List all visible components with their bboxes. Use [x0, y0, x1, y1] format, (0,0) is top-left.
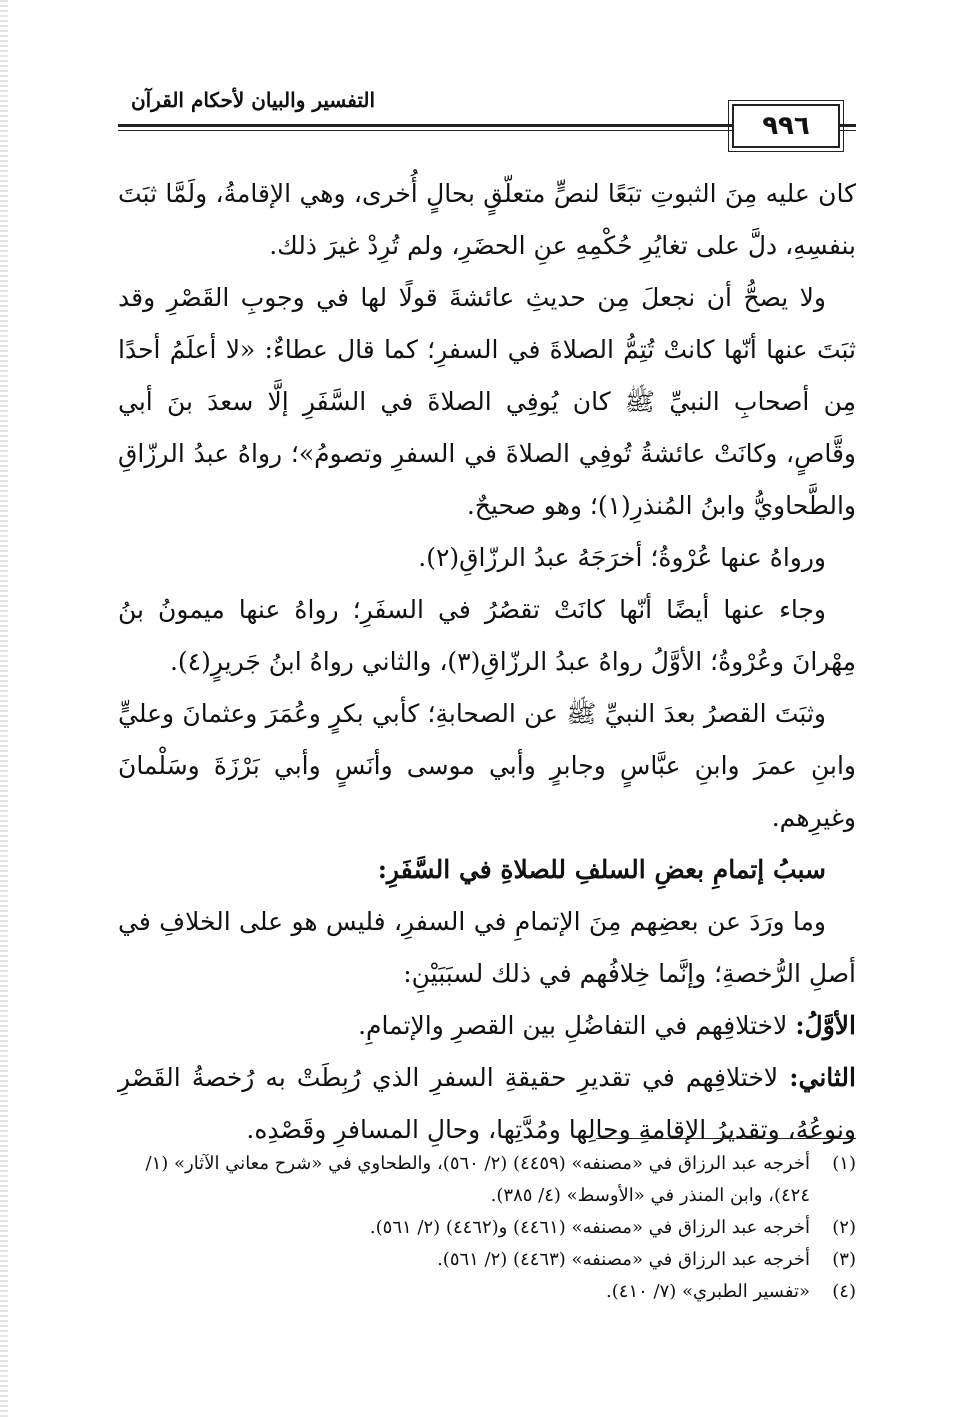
- footnote: [118, 1212, 856, 1244]
- running-title: التفسير والبيان لأحكام القرآن: [130, 88, 376, 112]
- paragraph-6: وما ورَدَ عن بعضِهم مِنَ الإتمامِ في السفرِ، فليس هو على الخلافِ في أصلِ الرُّخصةِ؛ وإنَّما خِلافُهم في ذلك لسبَبَيْنِ:: [118, 907, 856, 988]
- page-header: [118, 88, 856, 158]
- paragraph-5: وثبَتَ القصرُ بعدَ النبيِّ ﷺ عن الصحابةِ؛ كأبي بكرٍ وعُمَرَ وعثمانَ وعليٍّ وابنِ عمرَ وابنِ عبَّاسٍ وجابرٍ وأبي موسى وأنَسٍ وأبي بَرْزَةَ وسَلْمانَ وغيرِهم.: [118, 699, 856, 832]
- footnote-text: أخرجه عبد الرزاق في «مصنفه» (٤٤٥٩) (٢/ ٥٦٠)، والطحاوي في «شرح معاني الآثار» (١/ ٤٢٤)، وابن المنذر في «الأوسط» (٤/ ٣٨٥).: [145, 1153, 810, 1206]
- paragraph-3: ورواهُ عنها عُرْوةُ؛ أخرَجَهُ عبدُ الرزّاقِ(٢).: [418, 543, 826, 572]
- footnotes: [118, 1148, 856, 1308]
- reason-second: [118, 1052, 856, 1156]
- footnote: [118, 1276, 856, 1308]
- reason-first-label: الأوَّلُ:: [795, 1011, 856, 1040]
- main-text: [118, 168, 856, 1156]
- paragraph-2: ولا يصحُّ أن نجعلَ مِن حديثِ عائشةَ قولًا لها في وجوبِ القَصْرِ وقد ثبَتَ عنها أنّها كانتْ تُتِمُّ الصلاةَ في السفرِ؛ كما قال عطاءٌ: «لا أعلَمُ أحدًا مِن أصحابِ النبيِّ ﷺ كان يُوفِي الصلاةَ في السَّفَرِ إلَّا سعدَ بنَ أبي وقَّاصٍ، وكانَتْ عائشةُ تُوفِي الصلاةَ في السفرِ وتصومُ»؛ رواهُ عبدُ الرزّاقِ والطَّحاويُّ وابنُ المُنذرِ(١)؛ وهو صحيحٌ.: [118, 283, 856, 520]
- footnote: [118, 1148, 856, 1212]
- paragraph-1: كان عليه مِنَ الثبوتِ تبَعًا لنصٍّ متعلّقٍ بحالٍ أُخرى، وهي الإقامةُ، ولَمَّا ثبَتَ بنفسِهِ، دلَّ على تغايُرِ حُكْمِهِ عنِ الحضَرِ، ولم تُرِدْ غيرَ ذلك.: [118, 179, 856, 260]
- footnote-number: (٤): [832, 1281, 856, 1302]
- footnote: [118, 1244, 856, 1276]
- footnotes-separator: [596, 1138, 856, 1139]
- page-number: ٩٩٦: [732, 104, 840, 148]
- page-edge-shadow: [0, 0, 8, 1417]
- reason-first: [118, 1000, 856, 1052]
- footnote-text: أخرجه عبد الرزاق في «مصنفه» (٤٤٦٣) (٢/ ٥٦١).: [437, 1249, 810, 1270]
- footnote-text: «تفسير الطبري» (٧/ ٤١٠).: [606, 1281, 810, 1302]
- paragraph-4: وجاء عنها أيضًا أنّها كانَتْ تقصُرُ في السفَرِ؛ رواهُ عنها ميمونُ بنُ مِهْرانَ وعُرْوةُ؛ الأوَّلُ رواهُ عبدُ الرزّاقِ(٣)، والثاني رواهُ ابنُ جَريرٍ(٤).: [118, 595, 856, 676]
- reason-first-text: لاختلافِهم في التفاضُلِ بين القصرِ والإتمامِ.: [358, 1011, 796, 1040]
- footnote-number: (٣): [832, 1249, 856, 1270]
- footnote-number: (١): [832, 1153, 856, 1174]
- reason-second-text: لاختلافِهم في تقديرِ حقيقةِ السفرِ الذي رُبِطَتْ به رُخصةُ القَصْرِ ونوعُهُ، وتقديرُ الإقامةِ وحالِها ومُدَّتِها، وحالِ المسافرِ وقَصْدِه.: [118, 1063, 856, 1144]
- footnote-text: أخرجه عبد الرزاق في «مصنفه» (٤٤٦١) و(٤٤٦٢) (٢/ ٥٦١).: [369, 1217, 810, 1238]
- footnote-number: (٢): [832, 1217, 856, 1238]
- section-heading: سببُ إتمامِ بعضِ السلفِ للصلاةِ في السَّفَرِ:: [377, 855, 826, 884]
- reason-second-label: الثاني:: [789, 1063, 856, 1092]
